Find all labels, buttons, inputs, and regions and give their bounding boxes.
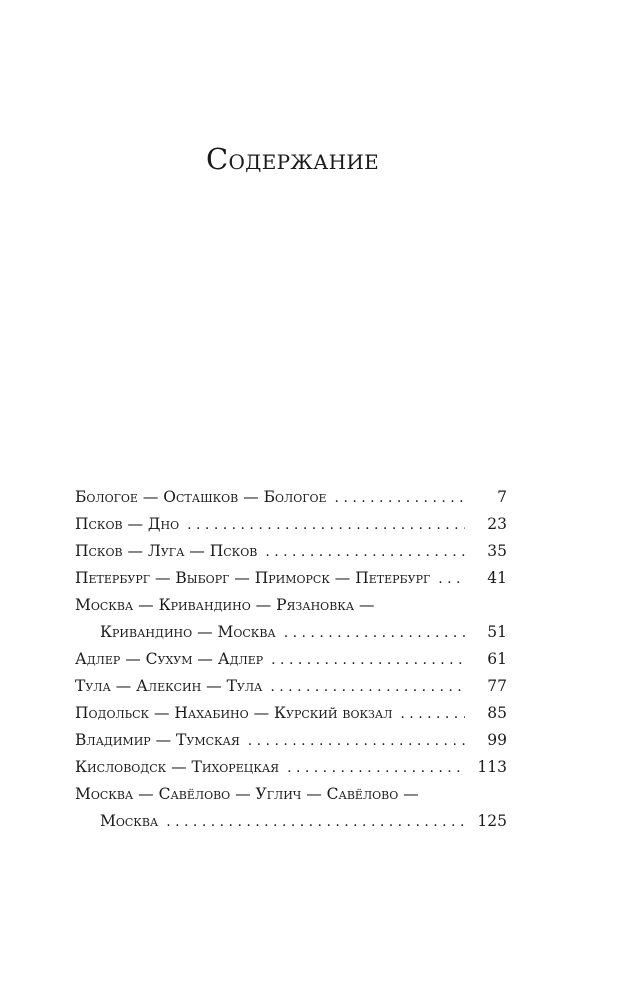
toc-entry-page: 77: [487, 677, 507, 695]
dot-leader: [270, 674, 465, 701]
toc-entry-page: 23: [487, 515, 507, 533]
toc-entry-title: Кисловодск — Тихорецкая: [75, 758, 280, 776]
toc-entry-title: Петербург — Выборг — Приморск — Петербург: [75, 569, 431, 587]
toc-entry-page: 125: [477, 812, 507, 830]
toc-entry-title: Бологое — Осташков — Бологое: [75, 488, 327, 506]
dot-leader: [271, 647, 465, 674]
toc-entry[interactable]: [75, 484, 507, 511]
toc-entry[interactable]: [75, 646, 507, 673]
toc-entry-page: 35: [487, 542, 507, 560]
toc-entry[interactable]: [75, 511, 507, 538]
dot-leader: [287, 755, 465, 782]
toc-entry-first-line[interactable]: [75, 781, 507, 808]
dot-leader: [265, 539, 465, 566]
toc-entry-title: Москва — Кривандино — Рязановка —: [75, 596, 375, 614]
toc-entry-title: Псков — Луга — Псков: [75, 542, 258, 560]
toc-entry-page: 7: [497, 488, 507, 506]
toc-entry-page: 51: [487, 623, 507, 641]
toc-entry-title: Тула — Алексин — Тула: [75, 677, 263, 695]
table-of-contents: [75, 484, 507, 835]
dot-leader: [284, 620, 465, 647]
toc-entry-page: 85: [487, 704, 507, 722]
toc-entry[interactable]: [75, 700, 507, 727]
toc-entry[interactable]: [75, 538, 507, 565]
toc-entry-title: Москва — Савёлово — Углич — Савёлово —: [75, 785, 419, 803]
toc-entry-page: 99: [487, 731, 507, 749]
toc-entry-page: 113: [477, 758, 507, 776]
dot-leader: [438, 566, 465, 593]
toc-entry[interactable]: [75, 619, 507, 646]
toc-entry[interactable]: [75, 754, 507, 781]
toc-entry[interactable]: [75, 727, 507, 754]
page-title: Содержание: [205, 142, 379, 176]
dot-leader: [335, 485, 465, 512]
dot-leader: [187, 512, 465, 539]
toc-entry[interactable]: [75, 565, 507, 592]
toc-entry-title: Владимир — Тумская: [75, 731, 240, 749]
toc-entry-title: Кривандино — Москва: [100, 623, 276, 641]
dot-leader: [400, 701, 465, 728]
toc-entry-title: Подольск — Нахабино — Курский вокзал: [75, 704, 393, 722]
toc-entry[interactable]: [75, 673, 507, 700]
toc-entry-page: 61: [487, 650, 507, 668]
dot-leader: [248, 728, 465, 755]
toc-entry[interactable]: [75, 808, 507, 835]
toc-entry-page: 41: [487, 569, 507, 587]
toc-entry-first-line[interactable]: [75, 592, 507, 619]
toc-entry-title: Адлер — Сухум — Адлер: [75, 650, 264, 668]
dot-leader: [166, 809, 465, 836]
toc-entry-title: Москва: [100, 812, 159, 830]
toc-entry-title: Псков — Дно: [75, 515, 180, 533]
